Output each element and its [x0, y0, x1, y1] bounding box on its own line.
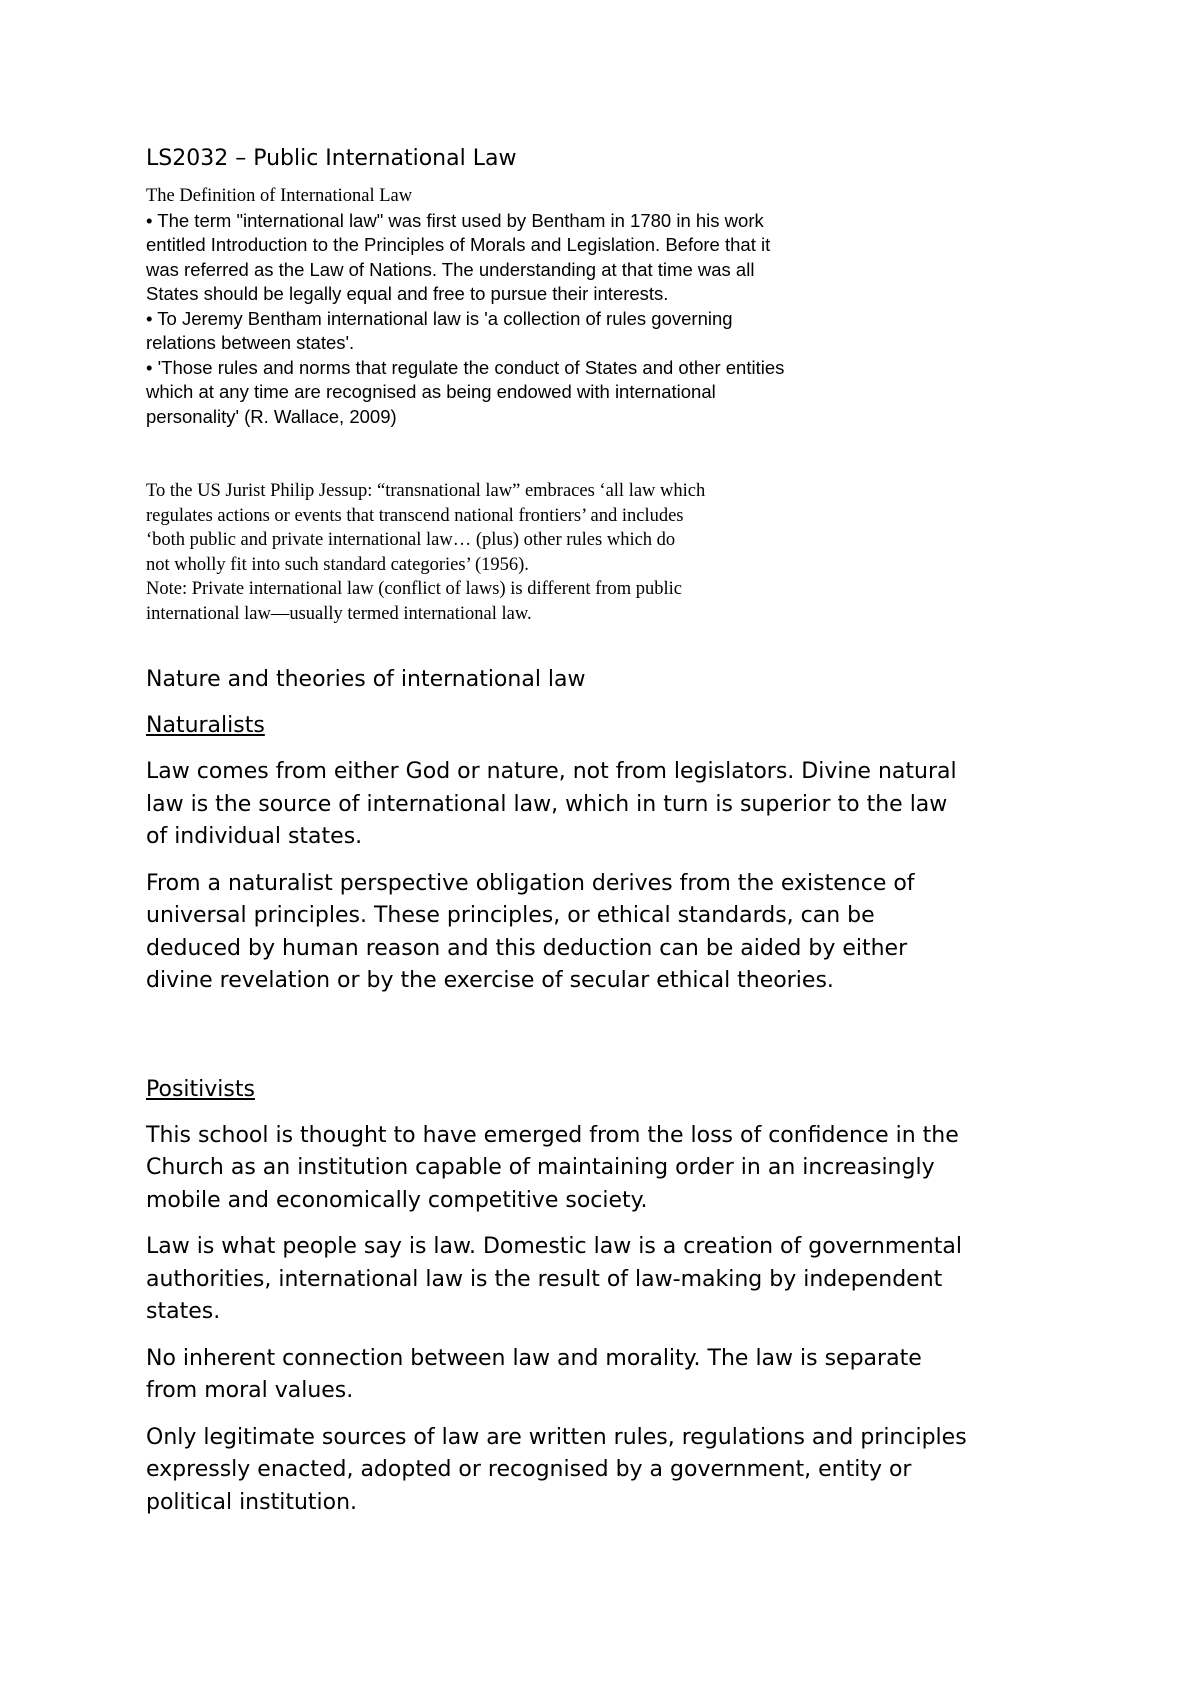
jessup-line: international law—usually termed international law.	[146, 603, 532, 624]
paragraph-line: Only legitimate sources of law are written rules, regulations and principles	[146, 1424, 967, 1450]
definition-line: • 'Those rules and norms that regulate the conduct of States and other entities	[146, 356, 785, 378]
paragraph-line: from moral values.	[146, 1378, 354, 1403]
definition-line: entitled Introduction to the Principles of Morals and Legislation. Before that it	[146, 234, 771, 255]
definition-line: personality' (R. Wallace, 2009)	[146, 405, 397, 427]
paragraph-line: This school is thought to have emerged from the loss of confidence in the	[146, 1122, 959, 1148]
positivists-paragraph	[146, 1120, 1076, 1218]
section-title-nature: Nature and theories of international law	[146, 667, 586, 692]
definition-line: was referred as the Law of Nations. The understanding at that time was all	[146, 258, 755, 280]
paragraph-line: divine revelation or by the exercise of secular ethical theories.	[146, 968, 834, 993]
document-title: LS2032 – Public International Law	[146, 146, 517, 171]
jessup-line: ‘both public and private international law… (plus) other rules which do	[146, 530, 676, 550]
naturalists-paragraph	[146, 756, 1076, 854]
paragraph-line: political institution.	[146, 1489, 358, 1515]
definition-heading	[146, 184, 1076, 209]
jessup-block	[146, 479, 1076, 626]
spacer	[146, 1012, 1076, 1074]
document-page	[146, 142, 1076, 1533]
definition-line: States should be legally equal and free to pursue their interests.	[146, 283, 669, 304]
paragraph-line: law is the source of international law, which in turn is superior to the law	[146, 791, 948, 817]
definition-heading-text: The Definition of International Law	[146, 186, 413, 206]
paragraph-line: Church as an institution capable of maintaining order in an increasingly	[146, 1155, 935, 1180]
paragraph-line: No inherent connection between law and morality. The law is separate	[146, 1345, 922, 1371]
paragraph-line: expressly enacted, adopted or recognised by a government, entity or	[146, 1457, 912, 1482]
jessup-line: Note: Private international law (conflict of laws) is different from public	[146, 579, 682, 599]
definition-line: relations between states'.	[146, 332, 355, 353]
paragraph-line: states.	[146, 1299, 221, 1324]
paragraph-line: authorities, international law is the result of law-making by independent	[146, 1266, 943, 1292]
definition-line: • The term "international law" was first used by Bentham in 1780 in his work	[146, 209, 764, 231]
jessup-line: regulates actions or events that transcend national frontiers’ and includes	[146, 505, 684, 526]
heading-positivists: Positivists	[146, 1076, 255, 1102]
naturalists-paragraph	[146, 868, 1076, 998]
spacer	[146, 429, 1076, 479]
positivists-paragraph	[146, 1231, 1076, 1329]
definition-line: • To Jeremy Bentham international law is 'a collection of rules governing	[146, 307, 733, 329]
definition-bullets	[146, 209, 1076, 430]
positivists-paragraph	[146, 1343, 1076, 1408]
positivists-paragraph	[146, 1422, 1076, 1520]
jessup-line: To the US Jurist Philip Jessup: “transnational law” embraces ‘all law which	[146, 481, 706, 501]
paragraph-line: From a naturalist perspective obligation derives from the existence of	[146, 870, 915, 896]
paragraph-line: Law is what people say is law. Domestic law is a creation of governmental	[146, 1234, 962, 1259]
paragraph-line: of individual states.	[146, 824, 363, 849]
paragraph-line: Law comes from either God or nature, not from legislators. Divine natural	[146, 759, 957, 784]
paragraph-line: universal principles. These principles, or ethical standards, can be	[146, 903, 875, 928]
heading-naturalists: Naturalists	[146, 713, 265, 738]
definition-line: which at any time are recognised as being endowed with international	[146, 381, 716, 402]
jessup-line: not wholly fit into such standard categories’ (1956).	[146, 554, 529, 575]
paragraph-line: mobile and economically competitive society.	[146, 1187, 648, 1213]
paragraph-line: deduced by human reason and this deduction can be aided by either	[146, 935, 908, 961]
